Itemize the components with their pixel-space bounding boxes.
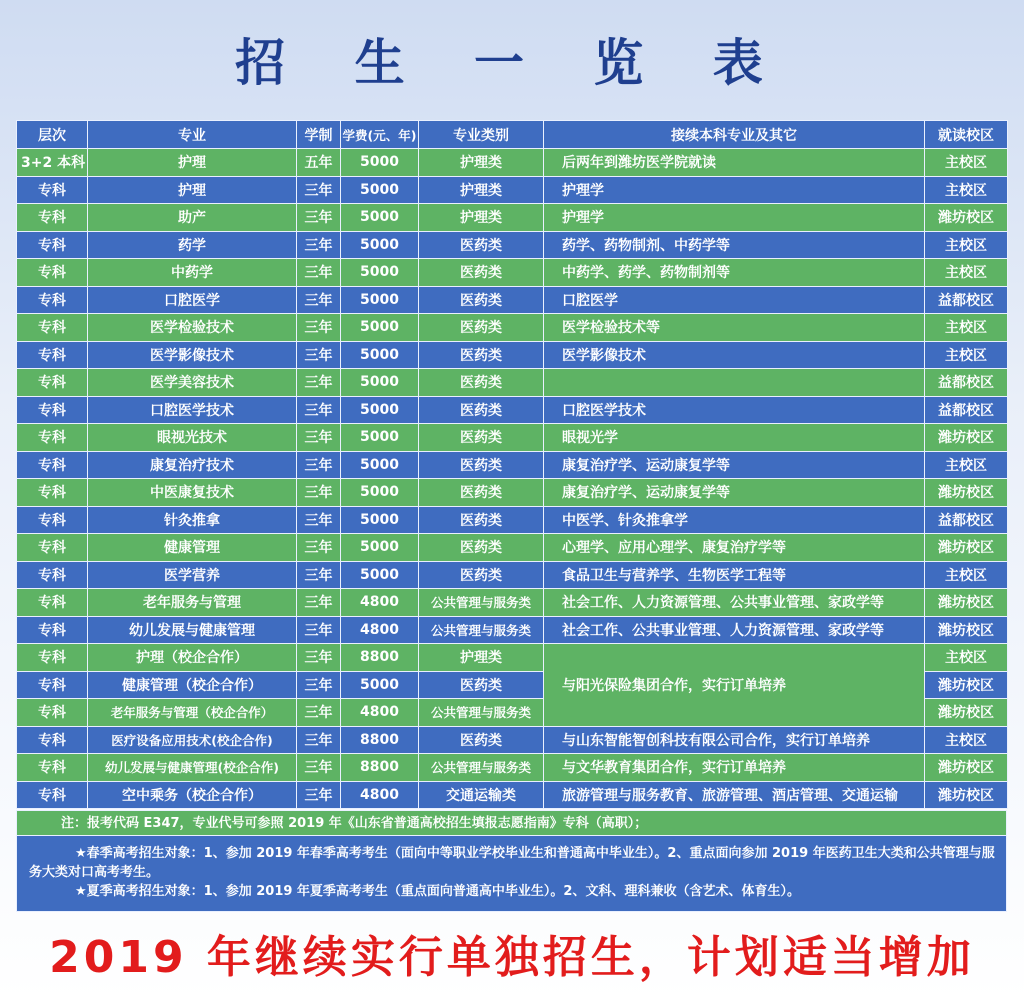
header-category: 专业类别 [419, 121, 544, 149]
row-fee: 5000 [341, 286, 419, 314]
row-further: 康复治疗学、运动康复学等 [544, 451, 925, 479]
row-level: 专科 [17, 479, 88, 507]
slogan: 2019 年继续实行单独招生，计划适当增加 [49, 932, 975, 983]
row-fee: 5000 [341, 451, 419, 479]
row-category: 护理类 [419, 149, 544, 177]
row-fee: 5000 [341, 396, 419, 424]
row-years: 三年 [297, 314, 341, 342]
row-major: 中药学 [88, 259, 297, 287]
row-fee: 8800 [341, 754, 419, 782]
table-row [17, 506, 1008, 534]
row-major: 针灸推拿 [88, 506, 297, 534]
row-level: 专科 [17, 781, 88, 809]
row-category: 医药类 [419, 506, 544, 534]
code-note: 注：报考代码 E347，专业代号可参照 2019 年《山东省普通高校招生填报志愿指南》专科（高职）； [16, 810, 1007, 836]
row-campus: 益都校区 [925, 396, 1008, 424]
row-campus: 主校区 [925, 259, 1008, 287]
row-further: 药学、药物制剂、中药学等 [544, 231, 925, 259]
row-years: 三年 [297, 616, 341, 644]
row-fee: 5000 [341, 176, 419, 204]
row-years: 三年 [297, 534, 341, 562]
row-further: 护理学 [544, 176, 925, 204]
table-row [17, 561, 1008, 589]
row-fee: 8800 [341, 644, 419, 672]
row-major: 护理（校企合作） [88, 644, 297, 672]
row-further: 社会工作、公共事业管理、人力资源管理、家政学等 [544, 616, 925, 644]
row-level: 专科 [17, 726, 88, 754]
row-fee: 5000 [341, 231, 419, 259]
row-years: 三年 [297, 589, 341, 617]
row-fee: 5000 [341, 259, 419, 287]
row-further [544, 369, 925, 397]
row-years: 三年 [297, 204, 341, 232]
row-fee: 5000 [341, 204, 419, 232]
row-further: 与文华教育集团合作，实行订单培养 [544, 754, 925, 782]
table-row [17, 259, 1008, 287]
row-major: 医疗设备应用技术(校企合作) [88, 726, 297, 754]
row-category: 医药类 [419, 561, 544, 589]
row-major: 老年服务与管理 [88, 589, 297, 617]
row-level: 专科 [17, 231, 88, 259]
table-row [17, 644, 1008, 672]
row-level: 专科 [17, 561, 88, 589]
row-category: 公共管理与服务类 [419, 754, 544, 782]
table-row [17, 781, 1008, 809]
row-major: 幼儿发展与健康管理(校企合作) [88, 754, 297, 782]
header-major: 专业 [88, 121, 297, 149]
row-category: 公共管理与服务类 [419, 589, 544, 617]
row-years: 三年 [297, 644, 341, 672]
header-years: 学制 [297, 121, 341, 149]
row-years: 三年 [297, 176, 341, 204]
row-level: 专科 [17, 176, 88, 204]
table-row [17, 534, 1008, 562]
row-category: 医药类 [419, 259, 544, 287]
row-years: 三年 [297, 286, 341, 314]
row-years: 三年 [297, 259, 341, 287]
row-fee: 5000 [341, 671, 419, 699]
row-campus: 潍坊校区 [925, 479, 1008, 507]
row-years: 三年 [297, 424, 341, 452]
row-years: 三年 [297, 479, 341, 507]
row-level: 专科 [17, 451, 88, 479]
row-further: 与阳光保险集团合作，实行订单培养 [544, 644, 925, 727]
row-years: 三年 [297, 369, 341, 397]
row-campus: 主校区 [925, 341, 1008, 369]
table-row [17, 616, 1008, 644]
row-category: 医药类 [419, 231, 544, 259]
row-major: 康复治疗技术 [88, 451, 297, 479]
row-category: 医药类 [419, 369, 544, 397]
row-level: 专科 [17, 341, 88, 369]
row-fee: 4800 [341, 589, 419, 617]
row-major: 健康管理（校企合作） [88, 671, 297, 699]
row-level: 专科 [17, 259, 88, 287]
row-further: 心理学、应用心理学、康复治疗学等 [544, 534, 925, 562]
row-major: 眼视光技术 [88, 424, 297, 452]
table-row [17, 314, 1008, 342]
row-fee: 5000 [341, 314, 419, 342]
row-years: 五年 [297, 149, 341, 177]
table-row [17, 369, 1008, 397]
row-category: 护理类 [419, 176, 544, 204]
row-campus: 潍坊校区 [925, 781, 1008, 809]
row-years: 三年 [297, 506, 341, 534]
row-further: 医学检验技术等 [544, 314, 925, 342]
header-level: 层次 [17, 121, 88, 149]
row-further: 中药学、药学、药物制剂等 [544, 259, 925, 287]
row-level: 专科 [17, 671, 88, 699]
admission-table [16, 120, 1008, 809]
row-level: 专科 [17, 589, 88, 617]
row-years: 三年 [297, 699, 341, 727]
row-campus: 潍坊校区 [925, 754, 1008, 782]
table-header-row [17, 121, 1008, 149]
row-campus: 主校区 [925, 149, 1008, 177]
table-row [17, 424, 1008, 452]
row-fee: 5000 [341, 369, 419, 397]
table-row [17, 204, 1008, 232]
target-notes [16, 836, 1007, 912]
row-major: 护理 [88, 149, 297, 177]
row-major: 医学影像技术 [88, 341, 297, 369]
row-fee: 4800 [341, 699, 419, 727]
row-further: 中医学、针灸推拿学 [544, 506, 925, 534]
row-level: 专科 [17, 204, 88, 232]
row-years: 三年 [297, 561, 341, 589]
row-campus: 潍坊校区 [925, 699, 1008, 727]
row-level: 专科 [17, 699, 88, 727]
row-years: 三年 [297, 671, 341, 699]
row-fee: 5000 [341, 534, 419, 562]
row-years: 三年 [297, 451, 341, 479]
table-row [17, 176, 1008, 204]
table-body [17, 121, 1008, 809]
row-years: 三年 [297, 231, 341, 259]
row-major: 医学检验技术 [88, 314, 297, 342]
row-fee: 5000 [341, 561, 419, 589]
row-major: 医学美容技术 [88, 369, 297, 397]
row-category: 交通运输类 [419, 781, 544, 809]
row-fee: 5000 [341, 506, 419, 534]
row-category: 护理类 [419, 644, 544, 672]
table-row [17, 396, 1008, 424]
table-row [17, 479, 1008, 507]
table-row [17, 754, 1008, 782]
row-level: 专科 [17, 424, 88, 452]
table-row [17, 149, 1008, 177]
row-fee: 4800 [341, 616, 419, 644]
row-years: 三年 [297, 341, 341, 369]
row-fee: 8800 [341, 726, 419, 754]
row-years: 三年 [297, 754, 341, 782]
row-level: 专科 [17, 369, 88, 397]
row-campus: 主校区 [925, 451, 1008, 479]
row-campus: 主校区 [925, 644, 1008, 672]
row-category: 公共管理与服务类 [419, 699, 544, 727]
row-major: 老年服务与管理（校企合作） [88, 699, 297, 727]
row-fee: 5000 [341, 341, 419, 369]
row-further: 口腔医学技术 [544, 396, 925, 424]
row-level: 专科 [17, 644, 88, 672]
row-level: 专科 [17, 286, 88, 314]
row-campus: 益都校区 [925, 286, 1008, 314]
row-fee: 5000 [341, 424, 419, 452]
row-major: 药学 [88, 231, 297, 259]
row-further: 与山东智能智创科技有限公司合作，实行订单培养 [544, 726, 925, 754]
row-years: 三年 [297, 396, 341, 424]
row-further: 旅游管理与服务教育、旅游管理、酒店管理、交通运输 [544, 781, 925, 809]
table-row [17, 341, 1008, 369]
row-major: 口腔医学 [88, 286, 297, 314]
row-category: 医药类 [419, 286, 544, 314]
notes-box [16, 810, 1007, 912]
row-campus: 潍坊校区 [925, 424, 1008, 452]
row-category: 医药类 [419, 314, 544, 342]
row-campus: 潍坊校区 [925, 534, 1008, 562]
row-major: 中医康复技术 [88, 479, 297, 507]
row-major: 幼儿发展与健康管理 [88, 616, 297, 644]
row-campus: 主校区 [925, 726, 1008, 754]
row-campus: 潍坊校区 [925, 616, 1008, 644]
row-further: 医学影像技术 [544, 341, 925, 369]
row-level: 专科 [17, 534, 88, 562]
row-major: 口腔医学技术 [88, 396, 297, 424]
table-row [17, 589, 1008, 617]
row-campus: 潍坊校区 [925, 204, 1008, 232]
row-further: 后两年到潍坊医学院就读 [544, 149, 925, 177]
row-further: 食品卫生与营养学、生物医学工程等 [544, 561, 925, 589]
table-row [17, 726, 1008, 754]
row-further: 眼视光学 [544, 424, 925, 452]
row-category: 医药类 [419, 451, 544, 479]
row-category: 医药类 [419, 479, 544, 507]
row-level: 专科 [17, 754, 88, 782]
row-major: 医学营养 [88, 561, 297, 589]
row-further: 康复治疗学、运动康复学等 [544, 479, 925, 507]
row-level: 专科 [17, 314, 88, 342]
row-campus: 主校区 [925, 176, 1008, 204]
table-row [17, 451, 1008, 479]
row-fee: 5000 [341, 149, 419, 177]
row-fee: 4800 [341, 781, 419, 809]
row-category: 医药类 [419, 424, 544, 452]
row-category: 医药类 [419, 341, 544, 369]
row-campus: 主校区 [925, 314, 1008, 342]
row-level: 3+2 本科 [17, 149, 88, 177]
row-further: 社会工作、人力资源管理、公共事业管理、家政学等 [544, 589, 925, 617]
summer-note: ★夏季高考招生对象：1、参加 2019 年夏季高考考生（重点面向普通高中毕业生）。2、文科、理科兼收（含艺术、体育生）。 [75, 884, 800, 899]
row-years: 三年 [297, 781, 341, 809]
row-level: 专科 [17, 506, 88, 534]
row-campus: 主校区 [925, 231, 1008, 259]
row-campus: 潍坊校区 [925, 589, 1008, 617]
row-campus: 主校区 [925, 561, 1008, 589]
header-campus: 就读校区 [925, 121, 1008, 149]
row-category: 医药类 [419, 726, 544, 754]
row-campus: 潍坊校区 [925, 671, 1008, 699]
row-category: 医药类 [419, 671, 544, 699]
row-category: 护理类 [419, 204, 544, 232]
row-category: 医药类 [419, 534, 544, 562]
row-category: 医药类 [419, 396, 544, 424]
row-level: 专科 [17, 616, 88, 644]
row-further: 护理学 [544, 204, 925, 232]
row-major: 护理 [88, 176, 297, 204]
row-major: 健康管理 [88, 534, 297, 562]
row-level: 专科 [17, 396, 88, 424]
row-category: 公共管理与服务类 [419, 616, 544, 644]
header-further: 接续本科专业及其它 [544, 121, 925, 149]
row-further: 口腔医学 [544, 286, 925, 314]
row-fee: 5000 [341, 479, 419, 507]
table-row [17, 231, 1008, 259]
page-title: 招 生 一 览 表 [235, 34, 789, 92]
table-row [17, 286, 1008, 314]
row-years: 三年 [297, 726, 341, 754]
row-campus: 益都校区 [925, 506, 1008, 534]
row-major: 助产 [88, 204, 297, 232]
row-campus: 益都校区 [925, 369, 1008, 397]
spring-note: ★春季高考招生对象：1、参加 2019 年春季高考考生（面向中等职业学校毕业生和普通高中毕业生）。2、重点面向参加 2019 年医药卫生大类和公共管理与服务大类对口高考考生。 [29, 846, 995, 880]
row-major: 空中乘务（校企合作） [88, 781, 297, 809]
header-fee: 学费(元、年) [341, 121, 419, 149]
